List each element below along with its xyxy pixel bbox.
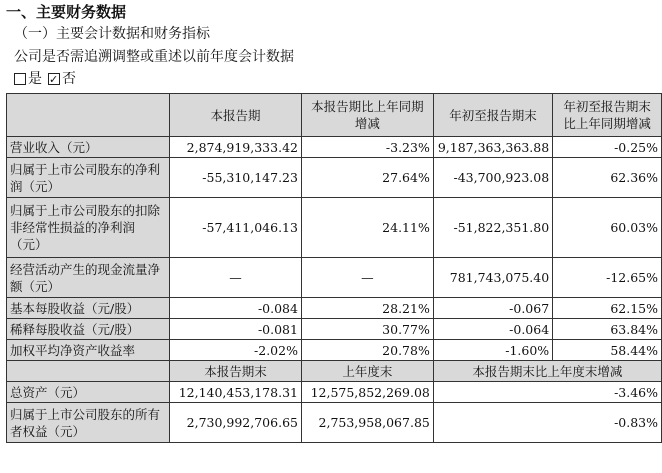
row-label: 基本每股收益（元/股） xyxy=(7,298,170,319)
cell-value: -0.064 xyxy=(433,319,552,340)
cell-value: -2.02% xyxy=(170,340,302,361)
row-label: 营业收入（元） xyxy=(7,137,170,158)
header-cell: 本报告期比上年同期增减 xyxy=(301,94,433,137)
table-row xyxy=(7,403,662,443)
subsection-heading: （一）主要会计数据和财务指标 xyxy=(14,26,210,42)
no-label: 否 xyxy=(62,71,76,87)
cell-value: -0.067 xyxy=(433,298,552,319)
row-label: 归属于上市公司股东的扣除非经常性损益的净利润（元） xyxy=(7,198,170,258)
row-label: 归属于上市公司股东的所有者权益（元） xyxy=(7,403,170,443)
no-checkbox[interactable] xyxy=(48,73,60,85)
cell-value: 27.64% xyxy=(301,158,433,198)
cell-value: -0.25% xyxy=(553,137,662,158)
cell-value: 62.36% xyxy=(553,158,662,198)
cell-value: -3.46% xyxy=(433,382,661,403)
cell-value: -0.084 xyxy=(170,298,302,319)
yes-label: 是 xyxy=(28,71,42,87)
table-row xyxy=(7,258,662,298)
cell-value: 62.15% xyxy=(553,298,662,319)
yes-checkbox[interactable] xyxy=(14,73,26,85)
cell-value: — xyxy=(170,258,302,298)
cell-value: 2,753,958,067.85 xyxy=(301,403,433,443)
row-label: 加权平均净资产收益率 xyxy=(7,340,170,361)
table-row xyxy=(7,298,662,319)
table-row xyxy=(7,340,662,361)
cell-value: 63.84% xyxy=(553,319,662,340)
cell-value: 12,575,852,269.08 xyxy=(301,382,433,403)
cell-value: 9,187,363,363.88 xyxy=(433,137,552,158)
cell-value: -57,411,046.13 xyxy=(170,198,302,258)
cell-value: 24.11% xyxy=(301,198,433,258)
cell-value: 2,730,992,706.65 xyxy=(170,403,302,443)
header-cell: 本报告期末比上年度末增减 xyxy=(433,361,661,382)
section-heading: 一、主要财务数据 xyxy=(6,3,127,21)
restatement-answer xyxy=(14,70,82,88)
table1-header-row xyxy=(7,94,662,137)
cell-value: 2,874,919,333.42 xyxy=(170,137,302,158)
cell-value: -0.081 xyxy=(170,319,302,340)
row-label: 经营活动产生的现金流量净额（元） xyxy=(7,258,170,298)
row-label: 归属于上市公司股东的净利润（元） xyxy=(7,158,170,198)
header-cell xyxy=(7,94,170,137)
cell-value: 781,743,075.40 xyxy=(433,258,552,298)
cell-value: -0.83% xyxy=(433,403,661,443)
cell-value: 28.21% xyxy=(301,298,433,319)
table2-header-row xyxy=(7,361,662,382)
cell-value: -55,310,147.23 xyxy=(170,158,302,198)
cell-value: 60.03% xyxy=(553,198,662,258)
cell-value: — xyxy=(301,258,433,298)
cell-value: 30.77% xyxy=(301,319,433,340)
table-row xyxy=(7,382,662,403)
header-cell: 年初至报告期末比上年同期增减 xyxy=(553,94,662,137)
header-cell: 年初至报告期末 xyxy=(433,94,552,137)
header-cell xyxy=(7,361,170,382)
cell-value: -51,822,351.80 xyxy=(433,198,552,258)
cell-value: -43,700,923.08 xyxy=(433,158,552,198)
table-row xyxy=(7,198,662,258)
cell-value: 58.44% xyxy=(553,340,662,361)
row-label: 总资产（元） xyxy=(7,382,170,403)
financial-indicators-table xyxy=(6,93,662,443)
cell-value: -3.23% xyxy=(301,137,433,158)
cell-value: 12,140,453,178.31 xyxy=(170,382,302,403)
header-cell: 本报告期末 xyxy=(170,361,302,382)
restatement-question: 公司是否需追溯调整或重述以前年度会计数据 xyxy=(14,49,294,65)
table-row xyxy=(7,319,662,340)
table-row xyxy=(7,137,662,158)
row-label: 稀释每股收益（元/股） xyxy=(7,319,170,340)
cell-value: -12.65% xyxy=(553,258,662,298)
cell-value: 20.78% xyxy=(301,340,433,361)
header-cell: 上年度末 xyxy=(301,361,433,382)
table-row xyxy=(7,158,662,198)
cell-value: -1.60% xyxy=(433,340,552,361)
header-cell: 本报告期 xyxy=(170,94,302,137)
